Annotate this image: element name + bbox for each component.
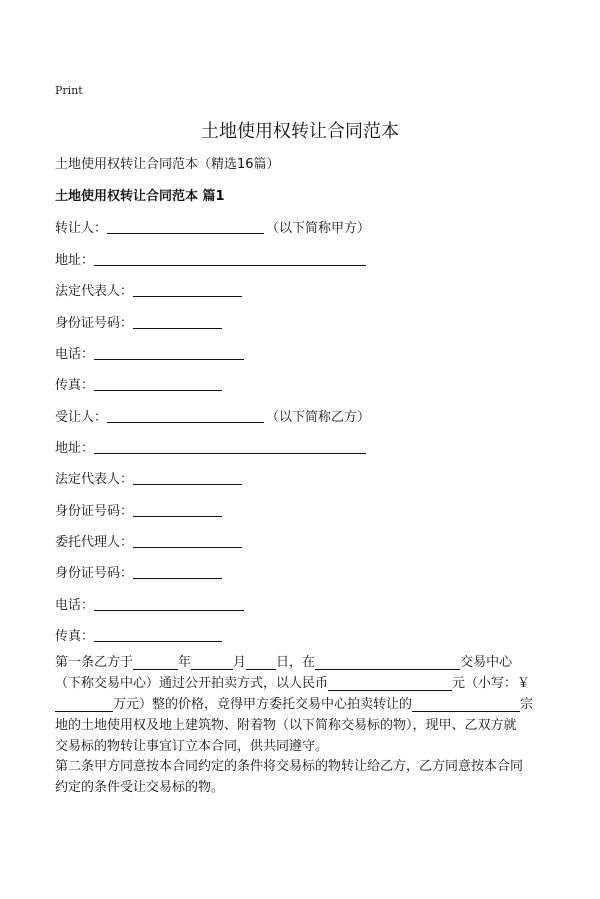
article-1-text: 第一条乙方于 (55, 655, 134, 670)
article-1-text: 万元）整的价格，竞得甲方委托交易中心拍卖转让的 (113, 697, 413, 712)
transferor-legal-rep-label: 法定代表人： (55, 284, 134, 299)
article-1-line-3 (55, 694, 547, 715)
parcel-blank (412, 697, 520, 712)
article-2-line-2: 约定的条件受让交易标的物。 (55, 780, 225, 795)
transferee-agent-blank (133, 533, 242, 548)
article-1-text: 日，在 (276, 655, 316, 670)
transferee-agent-id-row (55, 561, 222, 581)
transferee-agent-id-blank (133, 564, 222, 579)
transferee-agent-id-label: 身份证号码： (55, 566, 134, 581)
transferee-id-row (55, 499, 222, 519)
transferor-legal-rep-row (55, 279, 242, 299)
transferor-name-suffix: （以下简称甲方） (266, 221, 371, 236)
month-blank (191, 655, 233, 670)
transferor-id-blank (133, 314, 222, 329)
transferor-address-label: 地址： (55, 253, 95, 268)
transferee-agent-label: 委托代理人： (55, 535, 134, 550)
transferee-address-row (55, 436, 366, 456)
transferee-legal-rep-row (55, 467, 242, 487)
transferee-legal-rep-blank (133, 470, 242, 485)
transferor-fax-blank (94, 376, 222, 391)
transferee-name-suffix: （以下简称乙方） (266, 410, 371, 425)
transferee-address-label: 地址： (55, 441, 95, 456)
transferee-phone-blank (94, 596, 244, 611)
amount-figure-blank (55, 697, 113, 712)
article-1-line-5: 交易标的物转让事宜订立本合同，供共同遵守。 (55, 739, 329, 754)
transferee-id-label: 身份证号码： (55, 504, 134, 519)
transferee-legal-rep-label: 法定代表人： (55, 472, 134, 487)
article-1-line-2 (55, 673, 547, 694)
transferor-phone-row (55, 342, 244, 362)
article-1-text: 年 (178, 655, 192, 670)
transferor-name-row (55, 216, 370, 236)
year-blank (133, 655, 178, 670)
exchange-center-blank (315, 655, 460, 670)
article-1-text: 月 (233, 655, 247, 670)
transferor-address-row (55, 248, 366, 268)
article-1-text: 宗 (520, 697, 534, 712)
document-subtitle: 土地使用权转让合同范本（精选16篇） (55, 157, 280, 172)
transferor-fax-row (55, 373, 222, 393)
transferee-phone-row (55, 593, 244, 613)
page-title: 土地使用权转让合同范本 (201, 121, 399, 142)
article-1-line-4: 地的土地使用权及地上建筑物、附着物（以下简称交易标的物），现甲、乙双方就 (55, 718, 517, 733)
transferee-agent-row (55, 530, 242, 550)
article-1-text: （下称交易中心）通过公开拍卖方式，以人民币 (55, 676, 329, 691)
article-1-text: 交易中心 (460, 655, 513, 670)
transferor-legal-rep-blank (133, 282, 242, 297)
transferor-fax-label: 传真： (55, 378, 95, 393)
transferee-phone-label: 电话： (55, 598, 95, 613)
transferee-address-blank (94, 439, 366, 454)
transferee-fax-row (55, 624, 222, 644)
amount-blank (328, 676, 452, 691)
article-2 (55, 756, 547, 798)
transferee-fax-blank (94, 627, 222, 642)
section-heading: 土地使用权转让合同范本 篇1 (55, 189, 225, 204)
transferor-phone-blank (94, 345, 244, 360)
transferee-fax-label: 传真： (55, 629, 95, 644)
transferee-name-blank (107, 408, 264, 423)
print-label: Print (55, 84, 83, 97)
day-blank (246, 655, 276, 670)
transferor-name-blank (107, 219, 264, 234)
transferee-name-row (55, 405, 370, 425)
transferor-address-blank (94, 251, 366, 266)
article-1-text: 元（小写：￥ (452, 676, 531, 691)
transferee-id-blank (133, 502, 222, 517)
transferee-name-label: 受让人： (55, 410, 108, 425)
article-1 (55, 652, 547, 757)
article-2-line-1: 第二条甲方同意按本合同约定的条件将交易标的物转让给乙方，乙方同意按本合同 (55, 759, 524, 774)
transferor-id-label: 身份证号码： (55, 316, 134, 331)
transferor-name-label: 转让人： (55, 221, 108, 236)
transferor-phone-label: 电话： (55, 347, 95, 362)
article-1-line-1 (55, 652, 547, 673)
transferor-id-row (55, 311, 222, 331)
